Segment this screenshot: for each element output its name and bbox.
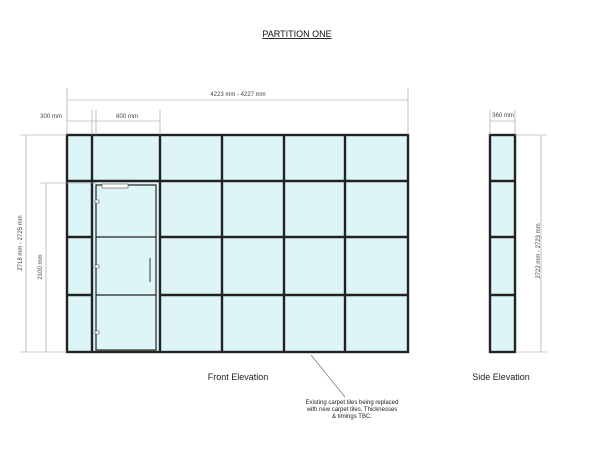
overall-width-dimension [67, 88, 408, 135]
front-elevation-label: Front Elevation [207, 372, 269, 382]
panel-width-dimensions [40, 110, 160, 135]
note-leader-line [311, 355, 345, 397]
side-height-label: 2722 mm - 2723 mm [536, 223, 542, 279]
side-width-dimension [490, 110, 515, 135]
hinge-icon [95, 331, 99, 334]
hinge-icon [95, 265, 99, 268]
panel-width-label: 300 mm [40, 114, 62, 120]
overall-height-dimension [18, 135, 67, 352]
carpet-note [306, 355, 399, 420]
note-line-1: Existing carpet tiles being replaced [305, 400, 399, 406]
door-height-label: 2100 mm [38, 254, 44, 280]
note-line-3: & timings TBC. [332, 414, 372, 420]
side-glass [490, 135, 515, 352]
door-closer-icon [102, 184, 128, 188]
note-line-2: with new carpet tiles. Thicknesses [306, 407, 398, 413]
side-elevation [472, 110, 547, 382]
overall-height-label: 2718 mm - 2725 mm [18, 215, 24, 271]
side-height-dimension [515, 135, 547, 352]
drawing-title: PARTITION ONE [262, 29, 332, 39]
overall-width-label: 4223 mm - 4227 mm [210, 92, 266, 98]
door-width-label: 800 mm [116, 114, 138, 120]
side-elevation-label: Side Elevation [472, 372, 530, 382]
front-elevation [18, 88, 408, 382]
front-glass [67, 135, 408, 352]
side-width-label: 360 mm [492, 113, 514, 119]
hinge-icon [95, 200, 99, 203]
